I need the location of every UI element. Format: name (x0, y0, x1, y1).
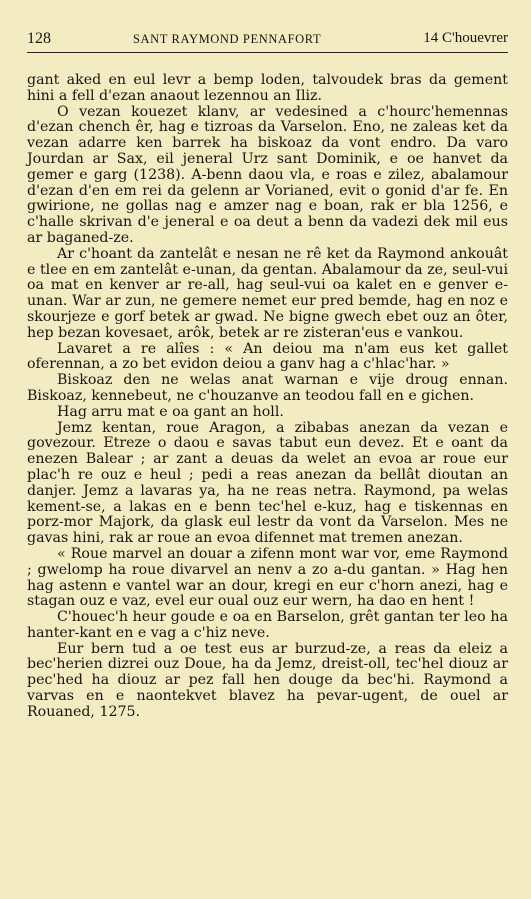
page-number: 128 (27, 30, 51, 47)
paragraph: Jemz kentan, roue Aragon, a zibabas anezan da vezan e govezour. Etreze o daou e savas tabut eun devez. Et e oant da enezen Balear ; ar zant a deuas da welet an evoa ar roue eur plac'h re ouz e heul ; pedi a reas anezan da bellât dioutan an danjer. Jemz a lavaras ya, ha ne reas netra. Raymond, pa welas kement-se, a lakas en e benn tec'hel e-kuz, hag e tiskennas en porz-mor Majork, da glask eul lestr da vont da Varselon. Mes ne gavas hini, rak ar roue an evoa difennet mat tremen anezan. (27, 419, 508, 547)
paragraph: Eur bern tud a oe test eus ar burzud-ze, a reas da eleiz a bec'herien dizrei ouz Doue, ha da Jemz, dreist-oll, tec'hel diouz ar pec'hed ha diouz ar pez fall hen douge da bec'hi. Raymond a varvas en e naontekvet blavez ha pevar-ugent, de ouel ar Rouaned, 1275. (27, 640, 508, 720)
running-title: SANT RAYMOND PENNAFORT (133, 32, 322, 46)
paragraph: Biskoaz den ne welas anat warnan e vije droug ennan. Biskoaz, kennebeut, ne c'houzanve an teodou fall en e gichen. (27, 372, 508, 404)
paragraph: Hag arru mat e oa gant an holl. (57, 403, 284, 420)
header-rule (27, 52, 508, 53)
paragraph: gant aked en eul levr a bemp loden, talvoudek bras da gement hini a fell d'ezan anaout lezennou an Iliz. (27, 72, 508, 104)
page-body (27, 73, 508, 721)
paragraph: O vezan kouezet klanv, ar vedesined a c'hourc'hemennas d'ezan chench êr, hag e tizroas da Varselon. Eno, ne zaleas ket da vezan adarre ken barrek ha biskoaz da vont endro. Da varo Jourdan ar Sax, eil jeneral Urz sant Dominik, e oe hanvet da gemer e garg (1238). A-benn daou vla, e roas e zilez, abalamour d'ezan d'en em rei da gelenn ar Vorianed, evit o gonid d'ar fe. En gwirione, ne gollas nag e amzer nag e boan, rak er bla 1256, e c'halle skrivan d'e jeneral e oa deut a benn da vadezi dek mil eus ar baganed-ze. (27, 103, 508, 246)
paragraph: Ar c'hoant da zantelât e nesan ne rê ket da Raymond ankouât e tlee en em zantelât e-unan, da gentan. Abalamour da ze, seul-vui oa mat en kenver ar re-all, hag seul-vui oa kalet en e genver e-unan. War ar zun, ne gemere nemet eur pred bemde, hag en noz e skourjeze e gorf betek ar gwad. Ne bigne gwech ebet ouz an ôter, hep bezan kovesaet, arôk, betek ar re zisteran'eus e vankou. (27, 245, 508, 341)
running-head (27, 30, 508, 50)
paragraph: « Roue marvel an douar a zifenn mont war vor, eme Raymond ; gwelomp ha roue divarvel an nenv a zo a-du gantan. » Hag hen hag astenn e vantel war an dour, kregi en eur c'horn anezi, hag e stagan ouz e vaz, evel eur oual ouz eur wern, ha dao en hent ! (27, 545, 508, 610)
running-date: 14 C'houevrer (423, 30, 508, 46)
paragraph: Lavaret a re alîes : « An deiou ma n'am eus ket gallet oferennan, a zo bet evidon deiou a ganv hag a c'hlac'har. » (27, 340, 508, 373)
paragraph: C'houec'h heur goude e oa en Barselon, grêt gantan ter leo ha hanter-kant en e vag a c'hiz neve. (27, 609, 508, 641)
